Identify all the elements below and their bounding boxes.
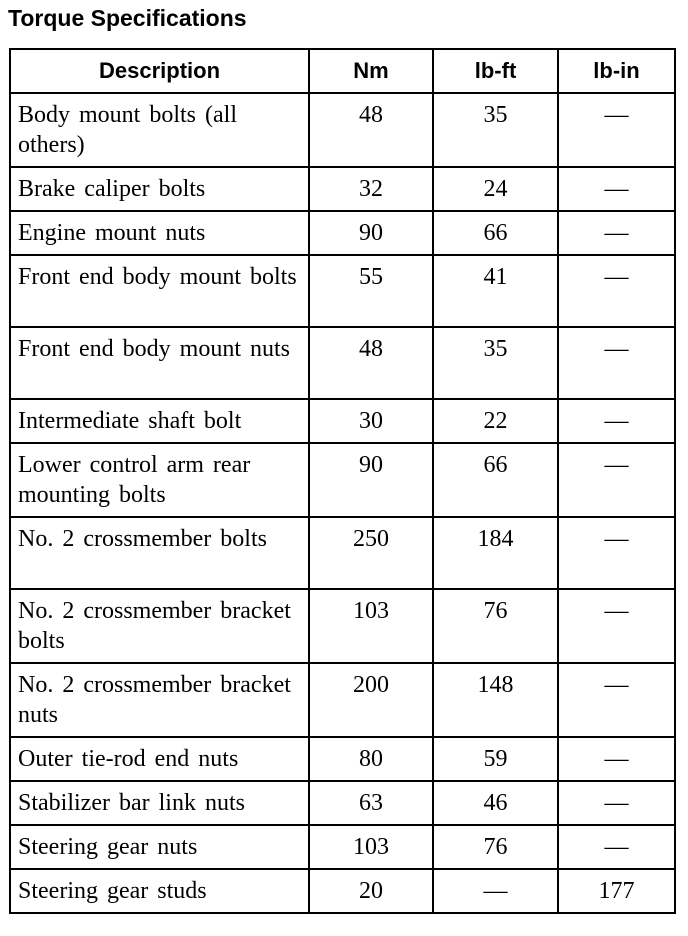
cell-nm: 20	[309, 869, 433, 913]
cell-lbin: —	[558, 589, 675, 663]
table-row	[10, 781, 675, 825]
cell-lbft: 66	[433, 211, 558, 255]
cell-lbft: 24	[433, 167, 558, 211]
table-row	[10, 167, 675, 211]
cell-nm: 103	[309, 589, 433, 663]
cell-lbin: —	[558, 399, 675, 443]
cell-lbft: 66	[433, 443, 558, 517]
cell-lbft: 76	[433, 825, 558, 869]
cell-lbin: —	[558, 737, 675, 781]
cell-nm: 32	[309, 167, 433, 211]
cell-nm: 30	[309, 399, 433, 443]
cell-lbin: —	[558, 443, 675, 517]
cell-lbin: —	[558, 663, 675, 737]
cell-nm: 80	[309, 737, 433, 781]
cell-lbin: —	[558, 825, 675, 869]
cell-nm: 103	[309, 825, 433, 869]
cell-description: Steering gear nuts	[10, 825, 309, 869]
cell-description: No. 2 crossmember bracket bolts	[10, 589, 309, 663]
cell-description: Stabilizer bar link nuts	[10, 781, 309, 825]
table-row	[10, 399, 675, 443]
cell-nm: 90	[309, 211, 433, 255]
page-title: Torque Specifications	[8, 5, 247, 31]
cell-lbin: —	[558, 167, 675, 211]
table-row	[10, 93, 675, 167]
cell-lbft: 35	[433, 93, 558, 167]
cell-lbin: —	[558, 211, 675, 255]
cell-nm: 200	[309, 663, 433, 737]
table-row	[10, 255, 675, 327]
table-row	[10, 589, 675, 663]
cell-description: Steering gear studs	[10, 869, 309, 913]
cell-description: Intermediate shaft bolt	[10, 399, 309, 443]
torque-spec-table	[9, 48, 676, 914]
cell-lbft: —	[433, 869, 558, 913]
cell-nm: 63	[309, 781, 433, 825]
cell-description: No. 2 crossmember bracket nuts	[10, 663, 309, 737]
cell-description: Front end body mount bolts	[10, 255, 309, 327]
cell-nm: 250	[309, 517, 433, 589]
cell-lbft: 59	[433, 737, 558, 781]
cell-lbft: 148	[433, 663, 558, 737]
table-header-row	[10, 49, 675, 93]
cell-nm: 48	[309, 327, 433, 399]
table-row	[10, 443, 675, 517]
cell-lbft: 41	[433, 255, 558, 327]
cell-lbft: 22	[433, 399, 558, 443]
cell-description: Brake caliper bolts	[10, 167, 309, 211]
cell-description: Engine mount nuts	[10, 211, 309, 255]
cell-lbft: 35	[433, 327, 558, 399]
table-row	[10, 825, 675, 869]
cell-description: Front end body mount nuts	[10, 327, 309, 399]
cell-description: Outer tie-rod end nuts	[10, 737, 309, 781]
column-header-lbft: lb-ft	[433, 49, 558, 93]
table-row	[10, 517, 675, 589]
table-row	[10, 869, 675, 913]
cell-lbft: 184	[433, 517, 558, 589]
cell-nm: 90	[309, 443, 433, 517]
table-row	[10, 327, 675, 399]
cell-lbin: 177	[558, 869, 675, 913]
cell-lbin: —	[558, 781, 675, 825]
cell-description: Lower control arm rear mounting bolts	[10, 443, 309, 517]
cell-description: Body mount bolts (all others)	[10, 93, 309, 167]
table-row	[10, 737, 675, 781]
cell-nm: 48	[309, 93, 433, 167]
cell-description: No. 2 crossmember bolts	[10, 517, 309, 589]
cell-lbin: —	[558, 255, 675, 327]
column-header-lbin: lb-in	[558, 49, 675, 93]
table-row	[10, 663, 675, 737]
cell-lbin: —	[558, 93, 675, 167]
table-row	[10, 211, 675, 255]
cell-lbin: —	[558, 517, 675, 589]
column-header-nm: Nm	[309, 49, 433, 93]
cell-lbin: —	[558, 327, 675, 399]
column-header-description: Description	[10, 49, 309, 93]
cell-nm: 55	[309, 255, 433, 327]
cell-lbft: 46	[433, 781, 558, 825]
cell-lbft: 76	[433, 589, 558, 663]
